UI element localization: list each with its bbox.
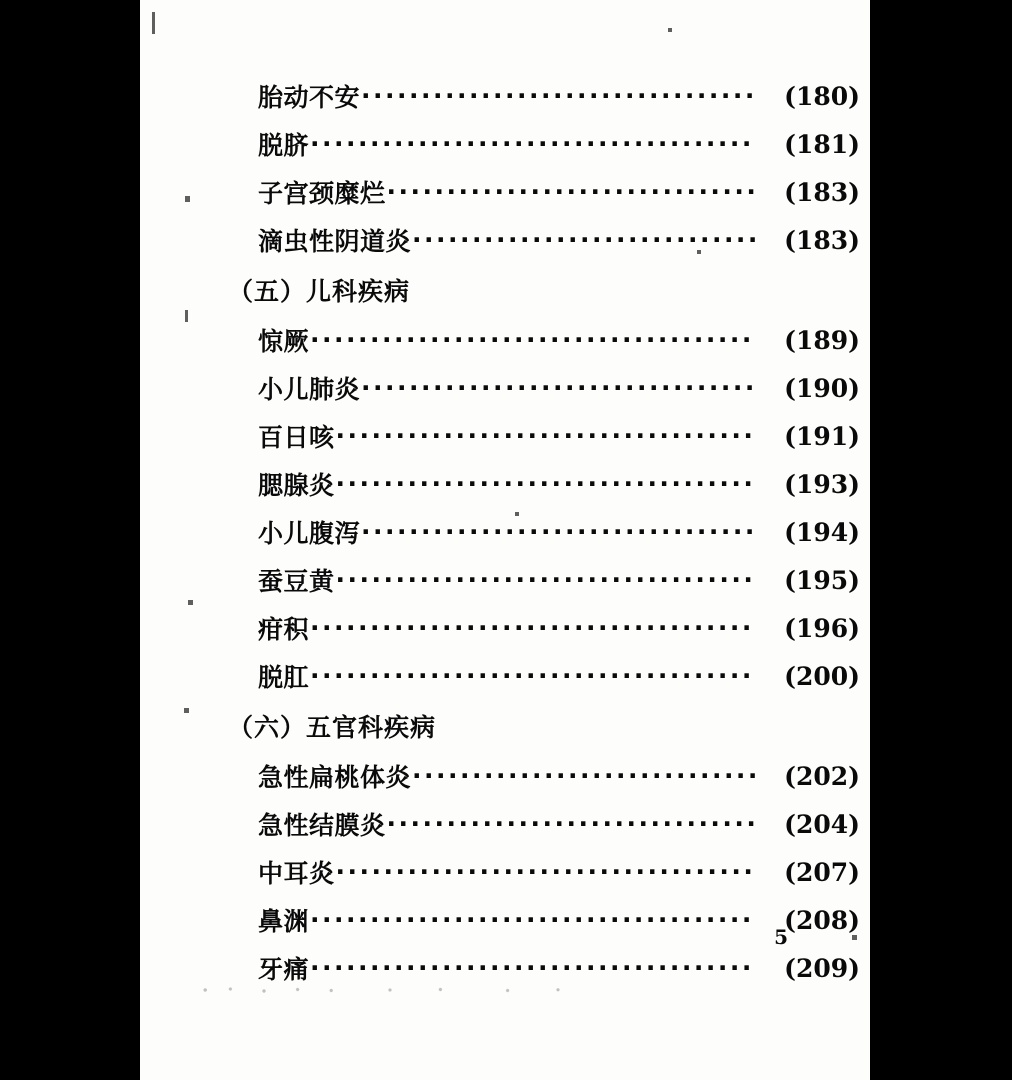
toc-entry-title: 小儿腹泻 bbox=[258, 519, 361, 548]
toc-entry[interactable] bbox=[140, 412, 870, 460]
table-of-contents bbox=[140, 72, 870, 992]
toc-leader-dots bbox=[336, 859, 755, 885]
toc-entry[interactable] bbox=[140, 556, 870, 604]
toc-leader-dots bbox=[361, 375, 755, 401]
toc-entry-page-number: (190) bbox=[784, 373, 860, 403]
toc-entry[interactable] bbox=[140, 652, 870, 700]
toc-entry-title: 牙痛 bbox=[258, 955, 310, 984]
toc-entry[interactable] bbox=[140, 120, 870, 168]
toc-entry-page-number: (207) bbox=[784, 857, 860, 887]
toc-section-heading bbox=[140, 264, 870, 316]
toc-entry-title: 急性扁桃体炎 bbox=[258, 763, 412, 792]
toc-entry-title: 疳积 bbox=[258, 615, 310, 644]
toc-entry-title: 急性结膜炎 bbox=[258, 811, 386, 840]
toc-entry[interactable] bbox=[140, 72, 870, 120]
scan-smudge bbox=[180, 985, 600, 995]
toc-entry[interactable] bbox=[140, 848, 870, 896]
toc-entry[interactable] bbox=[140, 752, 870, 800]
toc-entry[interactable] bbox=[140, 216, 870, 264]
toc-entry-title: 鼻渊 bbox=[258, 907, 310, 936]
toc-entry-title: 脱脐 bbox=[258, 131, 310, 160]
toc-leader-dots bbox=[336, 471, 755, 497]
toc-leader-dots bbox=[361, 83, 755, 109]
toc-leader-dots bbox=[412, 763, 755, 789]
toc-leader-dots bbox=[412, 227, 755, 253]
toc-entry-title: 惊厥 bbox=[258, 327, 310, 356]
toc-entry-page-number: (193) bbox=[784, 469, 860, 499]
toc-entry-page-number: (202) bbox=[784, 761, 860, 791]
toc-entry-title: 小儿肺炎 bbox=[258, 375, 361, 404]
toc-leader-dots bbox=[310, 955, 755, 981]
toc-entry-page-number: (183) bbox=[784, 177, 860, 207]
toc-entry-title: 胎动不安 bbox=[258, 83, 361, 112]
toc-entry-page-number: (191) bbox=[784, 421, 860, 451]
toc-entry-title: 脱肛 bbox=[258, 663, 310, 692]
toc-entry-page-number: (183) bbox=[784, 225, 860, 255]
toc-leader-dots bbox=[336, 423, 755, 449]
page-folio-number: 5 bbox=[774, 925, 788, 949]
toc-entry-title: 腮腺炎 bbox=[258, 471, 335, 500]
toc-entry-page-number: (204) bbox=[784, 809, 860, 839]
toc-leader-dots bbox=[387, 179, 755, 205]
toc-leader-dots bbox=[310, 131, 755, 157]
toc-entry[interactable] bbox=[140, 604, 870, 652]
toc-entry-page-number: (209) bbox=[784, 953, 860, 983]
toc-entry[interactable] bbox=[140, 364, 870, 412]
toc-entry[interactable] bbox=[140, 508, 870, 556]
toc-leader-dots bbox=[387, 811, 755, 837]
toc-entry[interactable] bbox=[140, 800, 870, 848]
toc-entry-page-number: (196) bbox=[784, 613, 860, 643]
toc-entry-title: 子宫颈糜烂 bbox=[258, 179, 386, 208]
toc-section-label: （六）五官科疾病 bbox=[228, 713, 437, 742]
toc-section-label: （五）儿科疾病 bbox=[228, 277, 411, 306]
toc-entry[interactable] bbox=[140, 168, 870, 216]
toc-entry-page-number: (200) bbox=[784, 661, 860, 691]
toc-leader-dots bbox=[310, 663, 755, 689]
toc-entry-page-number: (181) bbox=[784, 129, 860, 159]
toc-entry[interactable] bbox=[140, 460, 870, 508]
toc-entry-title: 百日咳 bbox=[258, 423, 335, 452]
toc-leader-dots bbox=[310, 327, 755, 353]
toc-leader-dots bbox=[310, 615, 755, 641]
toc-entry-page-number: (208) bbox=[784, 905, 860, 935]
toc-entry-page-number: (195) bbox=[784, 565, 860, 595]
scan-speck bbox=[668, 28, 672, 32]
toc-leader-dots bbox=[336, 567, 755, 593]
toc-entry-title: 中耳炎 bbox=[258, 859, 335, 888]
scan-speck bbox=[152, 12, 155, 34]
toc-entry-page-number: (189) bbox=[784, 325, 860, 355]
book-page bbox=[140, 0, 870, 1080]
toc-entry-title: 滴虫性阴道炎 bbox=[258, 227, 412, 256]
toc-entry-page-number: (180) bbox=[784, 81, 860, 111]
toc-entry-title: 蚕豆黄 bbox=[258, 567, 335, 596]
toc-leader-dots bbox=[361, 519, 755, 545]
toc-entry-page-number: (194) bbox=[784, 517, 860, 547]
toc-entry[interactable] bbox=[140, 316, 870, 364]
toc-section-heading bbox=[140, 700, 870, 752]
